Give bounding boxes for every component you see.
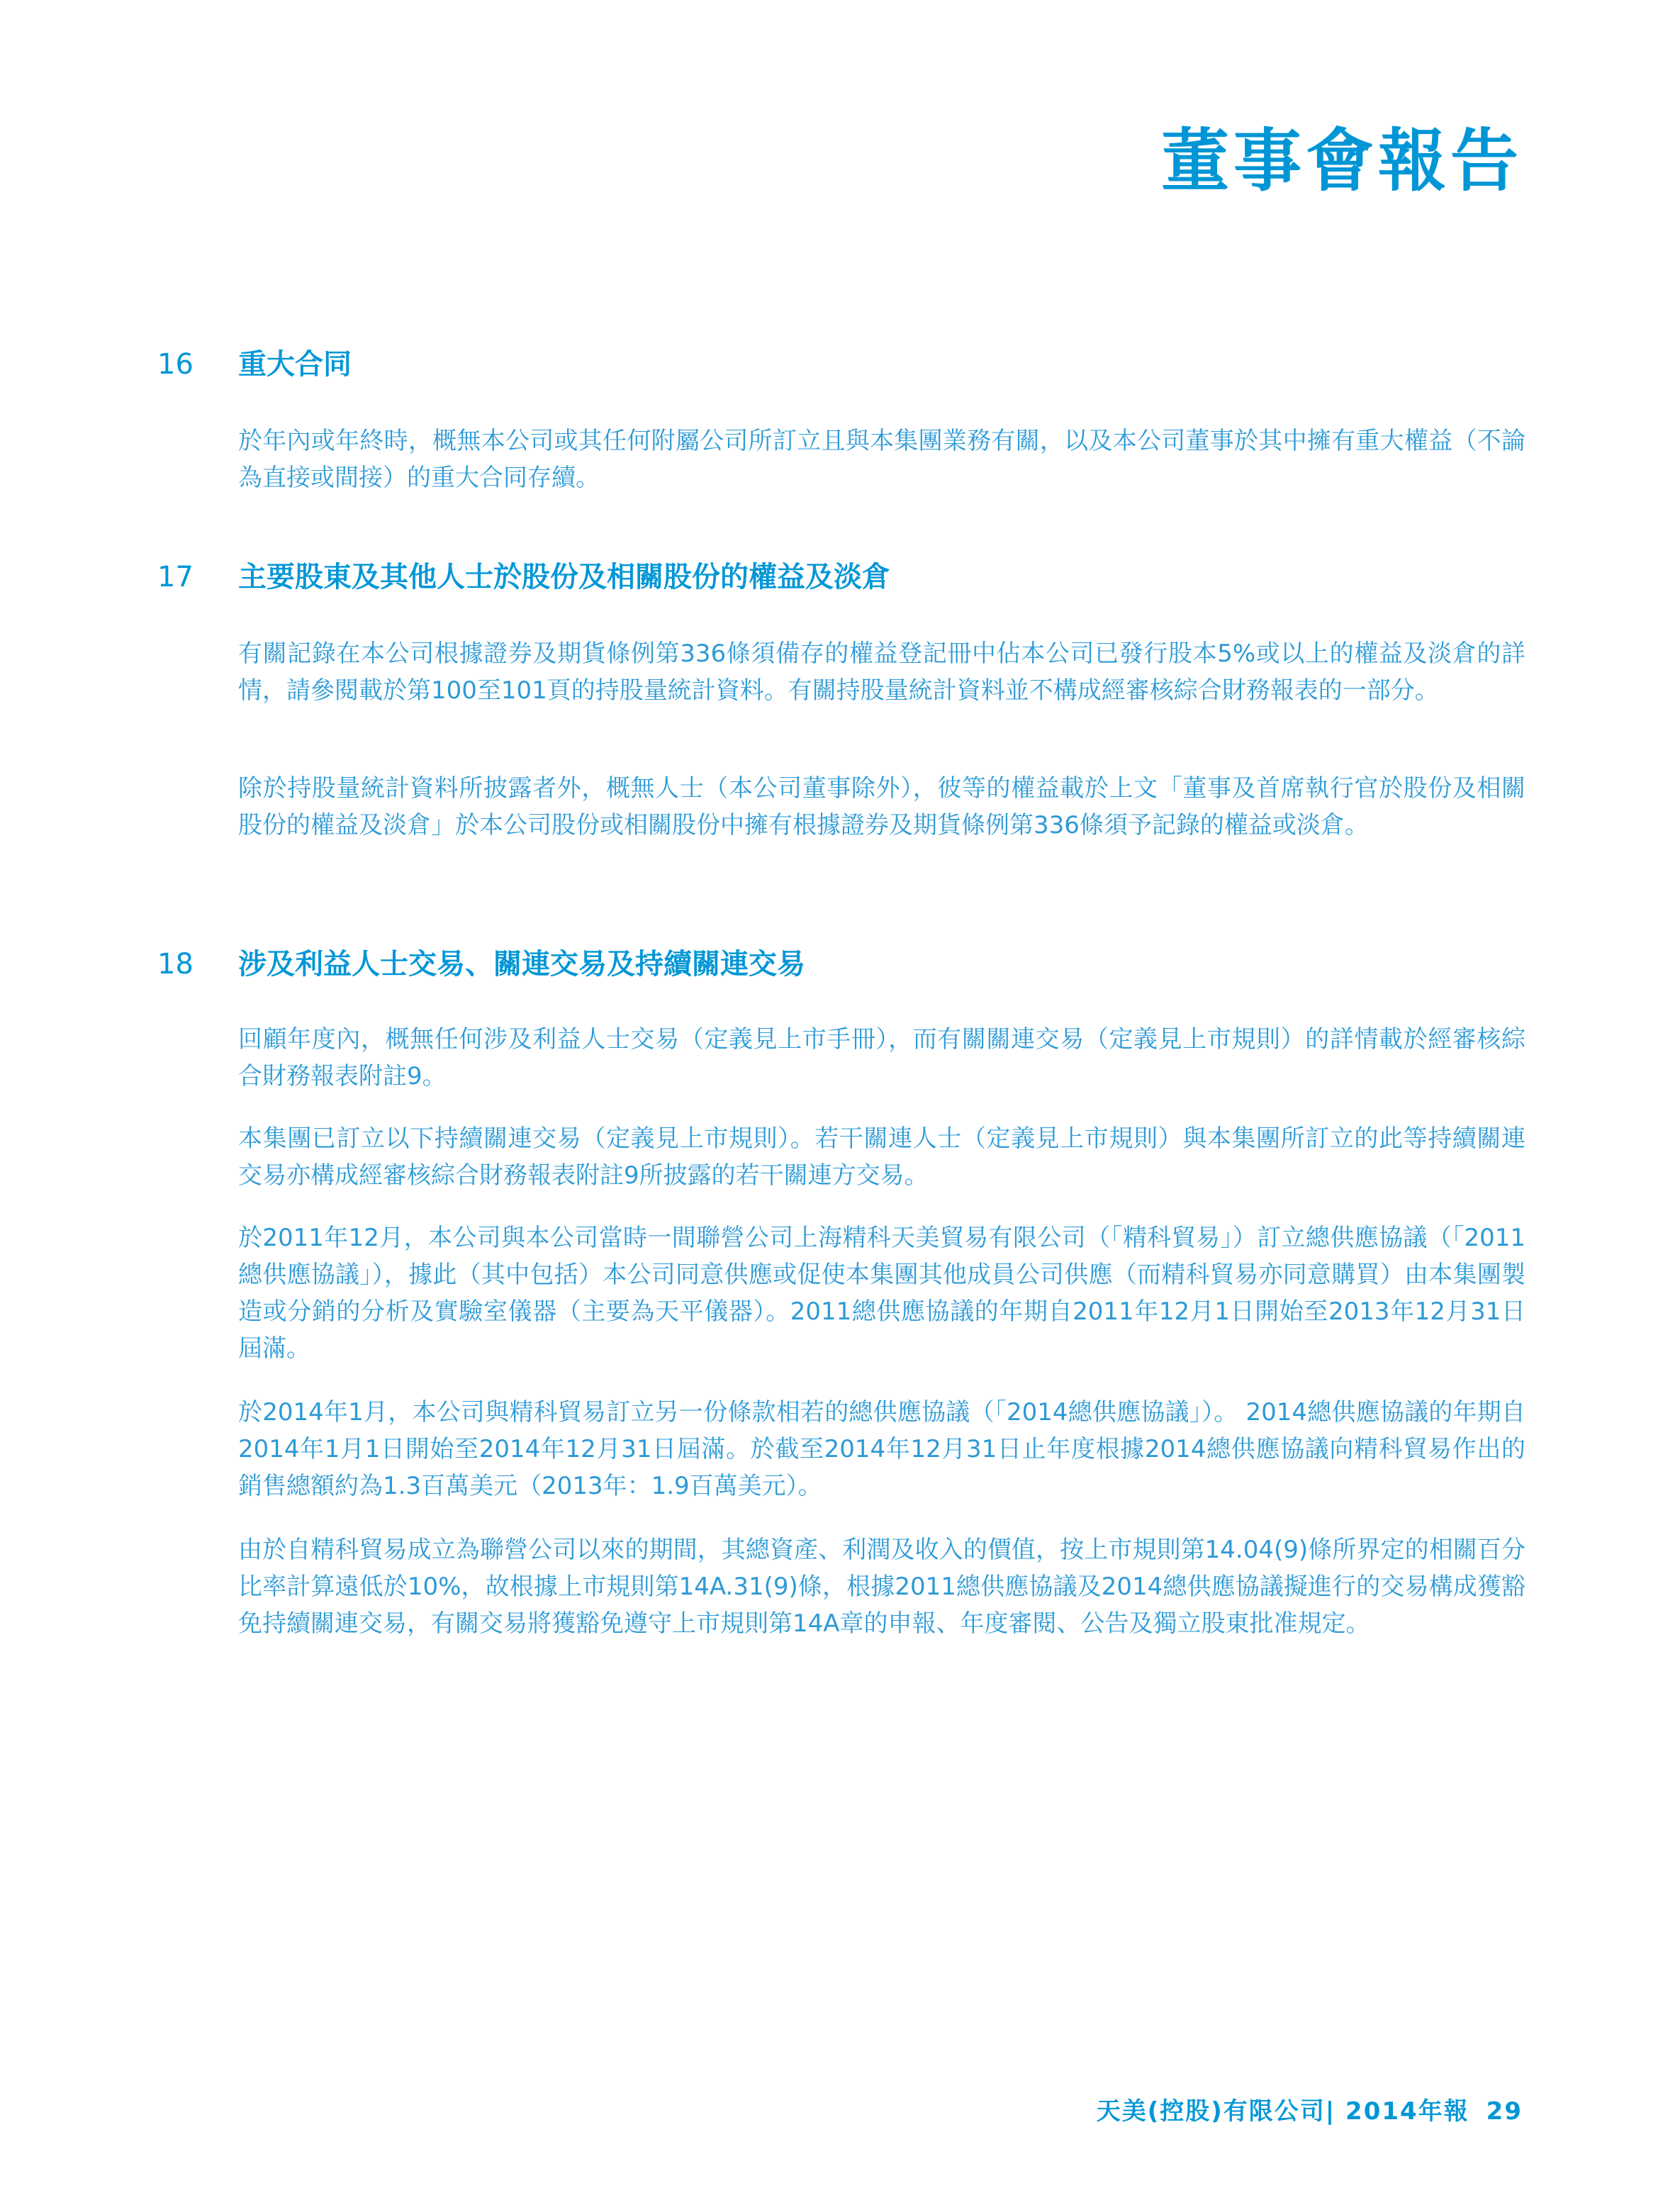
paragraph: 於2014年1月，本公司與精科貿易訂立另一份條款相若的總供應協議（「2014總供應協議」）。 2014總供應協議的年期自2014年1月1日開始至2014年12月31日屆滿。於截至2014年12月31日止年度根據2014總供應協議向精科貿易作出的銷售總額約為1.3百萬美元（2013年：1.9百萬美元）。 (238, 1398, 1525, 1500)
paragraph: 於年內或年終時，概無本公司或其任何附屬公司所訂立且與本集團業務有關，以及本公司董事於其中擁有重大權益（不論為直接或間接）的重大合同存續。 (238, 427, 1525, 492)
section-heading: 主要股東及其他人士於股份及相關股份的權益及淡倉 (238, 561, 890, 593)
section-number: 18 (157, 948, 194, 981)
page-footer (1097, 2092, 1523, 2126)
page-number: 29 (1486, 2097, 1523, 2126)
section-number: 17 (157, 561, 194, 593)
paragraph: 於2011年12月，本公司與本公司當時一間聯營公司上海精科天美貿易有限公司（「精科貿易」）訂立總供應協議（「2011總供應協議」），據此（其中包括）本公司同意供應或促使本集團其他成員公司供應（而精科貿易亦同意購買）由本集團製造或分銷的分析及實驗室儀器（主要為天平儀器）。2011總供應協議的年期自2011年12月1日開始至2013年12月31日屆滿。 (238, 1224, 1525, 1363)
section-heading: 涉及利益人士交易、關連交易及持續關連交易 (238, 948, 805, 981)
section-heading: 重大合同 (238, 348, 352, 381)
paragraph: 由於自精科貿易成立為聯營公司以來的期間，其總資產、利潤及收入的價值，按上市規則第14.04(9)條所界定的相關百分比率計算遠低於10%，故根據上市規則第14A.31(9)條，根據2011總供應協議及2014總供應協議擬進行的交易構成獲豁免持續關連交易，有關交易將獲豁免遵守上市規則第14A章的申報、年度審閱、公告及獨立股東批准規定。 (238, 1536, 1525, 1638)
paragraph: 除於持股量統計資料所披露者外，概無人士（本公司董事除外），彼等的權益載於上文「董事及首席執行官於股份及相關股份的權益及淡倉」於本公司股份或相關股份中擁有根據證券及期貨條例第336條須予記錄的權益或淡倉。 (238, 774, 1525, 839)
footer-company: 天美(控股)有限公司| 2014年報 (1096, 2097, 1469, 2126)
section-number: 16 (157, 348, 194, 381)
paragraph: 回顧年度內，概無任何涉及利益人士交易（定義見上市手冊），而有關關連交易（定義見上市規則）的詳情載於經審核綜合財務報表附註9。 (238, 1025, 1525, 1090)
paragraph: 有關記錄在本公司根據證券及期貨條例第336條須備存的權益登記冊中佔本公司已發行股本5%或以上的權益及淡倉的詳情，請參閱載於第100至101頁的持股量統計資料。有關持股量統計資料並不構成經審核綜合財務報表的一部分。 (238, 640, 1525, 705)
paragraph: 本集團已訂立以下持續關連交易（定義見上市規則）。若干關連人士（定義見上市規則）與本集團所訂立的此等持續關連交易亦構成經審核綜合財務報表附註9所披露的若干關連方交易。 (238, 1124, 1525, 1190)
page-title: 董事會報告 (1161, 121, 1523, 201)
